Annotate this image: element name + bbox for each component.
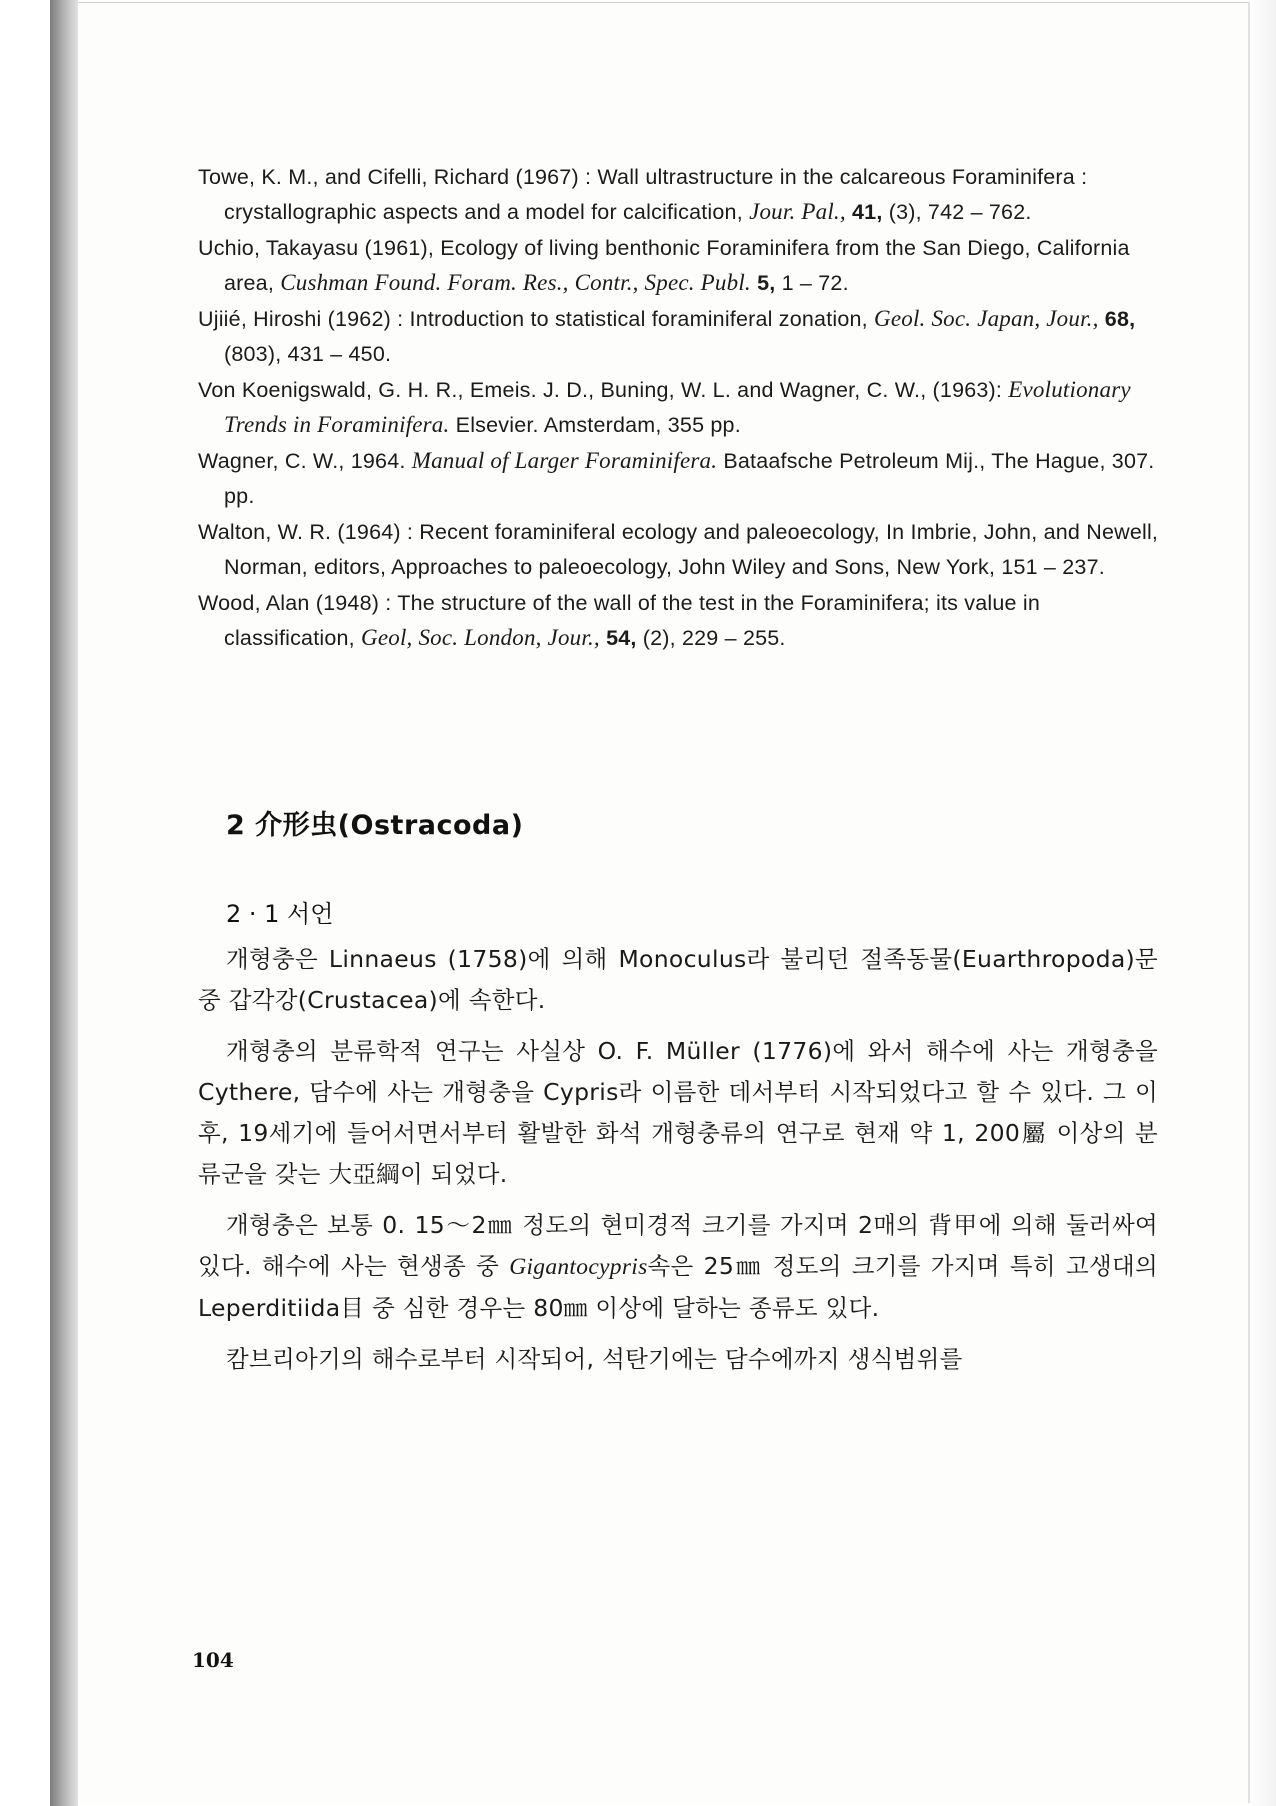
reference-pages: 1 – 72. bbox=[781, 270, 849, 295]
reference-authors: Ujiié, Hiroshi (1962) : bbox=[198, 307, 410, 331]
paragraph-italic-taxon: Gigantocypris bbox=[509, 1254, 648, 1280]
page-number: 104 bbox=[192, 1648, 234, 1672]
reference-journal: Geol, Soc. London, Jour., bbox=[361, 624, 600, 650]
reference-item bbox=[198, 160, 1160, 229]
reference-authors: Towe, K. M., and Cifelli, Richard (1967) : bbox=[198, 165, 598, 189]
reference-volume: 5, bbox=[757, 270, 776, 295]
body-paragraph bbox=[198, 1031, 1158, 1195]
paragraph-text: 속은 25㎜ 정도의 크기를 가지며 특히 고생대의 Leperditiida目 중 심한 경우는 80㎜ 이상에 달하는 종류도 있다. bbox=[198, 1252, 1158, 1322]
reference-authors: Walton, W. R. (1964) : bbox=[198, 520, 420, 544]
reference-pages: (3), 742 – 762. bbox=[888, 199, 1032, 224]
reference-authors: Wagner, C. W., 1964. bbox=[198, 449, 412, 473]
reference-pages: Elsevier. Amsterdam, 355 pp. bbox=[455, 412, 741, 437]
reference-journal: Evolutionary Trends in Foraminifera. bbox=[224, 377, 1131, 437]
reference-journal: Cushman Found. Foram. Res., Contr., Spec. Publ. bbox=[280, 269, 751, 295]
reference-title: Wall ultrastructure in the calcareous Foraminifera : crystallographic aspects and a model for calcification, bbox=[224, 165, 1088, 224]
reference-volume: 54, bbox=[606, 625, 637, 650]
reference-authors: Wood, Alan (1948) : bbox=[198, 591, 398, 615]
body-paragraph bbox=[198, 939, 1158, 1021]
reference-item bbox=[198, 373, 1160, 442]
paragraph-text: 개형충은 Linnaeus (1758)에 의해 Monoculus라 불리던 절족동물(Euarthropoda)문 중 갑각강(Crustacea)에 속한다. bbox=[198, 945, 1158, 1014]
reference-item bbox=[198, 444, 1160, 513]
reference-volume: 68, bbox=[1104, 307, 1136, 331]
reference-journal: Jour. Pal., bbox=[749, 198, 846, 224]
body-paragraph bbox=[198, 1339, 1158, 1380]
reference-item bbox=[198, 302, 1160, 371]
page-edge-shadow bbox=[1248, 0, 1276, 1806]
reference-title: The structure of the wall of the test in the Foraminifera; its value in classification, bbox=[224, 591, 1041, 650]
reference-title: Recent foraminiferal ecology and paleoecology, In Imbrie, John, and Newell, Norman, editors, Approaches to paleoecology, John Wiley and Sons, New York, 151 – 237. bbox=[224, 520, 1159, 579]
reference-authors: Von Koenigswald, G. H. R., Emeis. J. D., Buning, W. L. and Wagner, C. W., (1963): bbox=[198, 378, 1009, 402]
reference-item bbox=[198, 231, 1160, 300]
reference-title: Ecology of living benthonic Foraminifera from the San Diego, California area, bbox=[224, 236, 1130, 295]
reference-item bbox=[198, 586, 1160, 655]
section-heading: 2 介形虫(Ostracoda) bbox=[226, 810, 524, 841]
paragraph-text: 개형충은 보통 0. 15～2㎜ 정도의 현미경적 크기를 가지며 2매의 背甲에 의해 둘러싸여 있다. 해수에 사는 현생종 중 bbox=[198, 1211, 1158, 1280]
reference-pages: Bataafsche Petroleum Mij., The Hague, 307. pp. bbox=[224, 449, 1155, 508]
reference-title: Introduction to statistical foraminiferal zonation, bbox=[409, 307, 868, 331]
page-content bbox=[198, 160, 1160, 1390]
book-spine-shadow bbox=[50, 0, 78, 1806]
reference-item bbox=[198, 515, 1160, 584]
subsection-heading: 2 · 1 서언 bbox=[226, 900, 334, 928]
reference-pages: (2), 229 – 255. bbox=[642, 625, 786, 650]
paragraph-text: 개형충의 분류학적 연구는 사실상 O. F. Müller (1776)에 와서 해수에 사는 개형충을 Cythere, 담수에 사는 개형충을 Cypris라 이름한 데서부터 시작되었다고 할 수 있다. 그 이후, 19세기에 들어서면서부터 활발한 화석 개형충류의 연구로 현재 약 1, 200屬 이상의 분류군을 갖는 大亞綱이 되었다. bbox=[198, 1037, 1158, 1188]
reference-authors: Uchio, Takayasu (1961), bbox=[198, 236, 441, 260]
reference-journal: Geol. Soc. Japan, Jour., bbox=[874, 306, 1099, 331]
paragraph-text: 캄브리아기의 해수로부터 시작되어, 석탄기에는 담수에까지 생식범위를 bbox=[226, 1345, 963, 1373]
reference-volume: 41, bbox=[852, 199, 883, 224]
reference-list bbox=[198, 160, 1160, 655]
body-paragraph bbox=[198, 1205, 1158, 1329]
reference-journal: Manual of Larger Foraminifera. bbox=[411, 448, 718, 473]
reference-pages: (803), 431 – 450. bbox=[224, 341, 392, 366]
